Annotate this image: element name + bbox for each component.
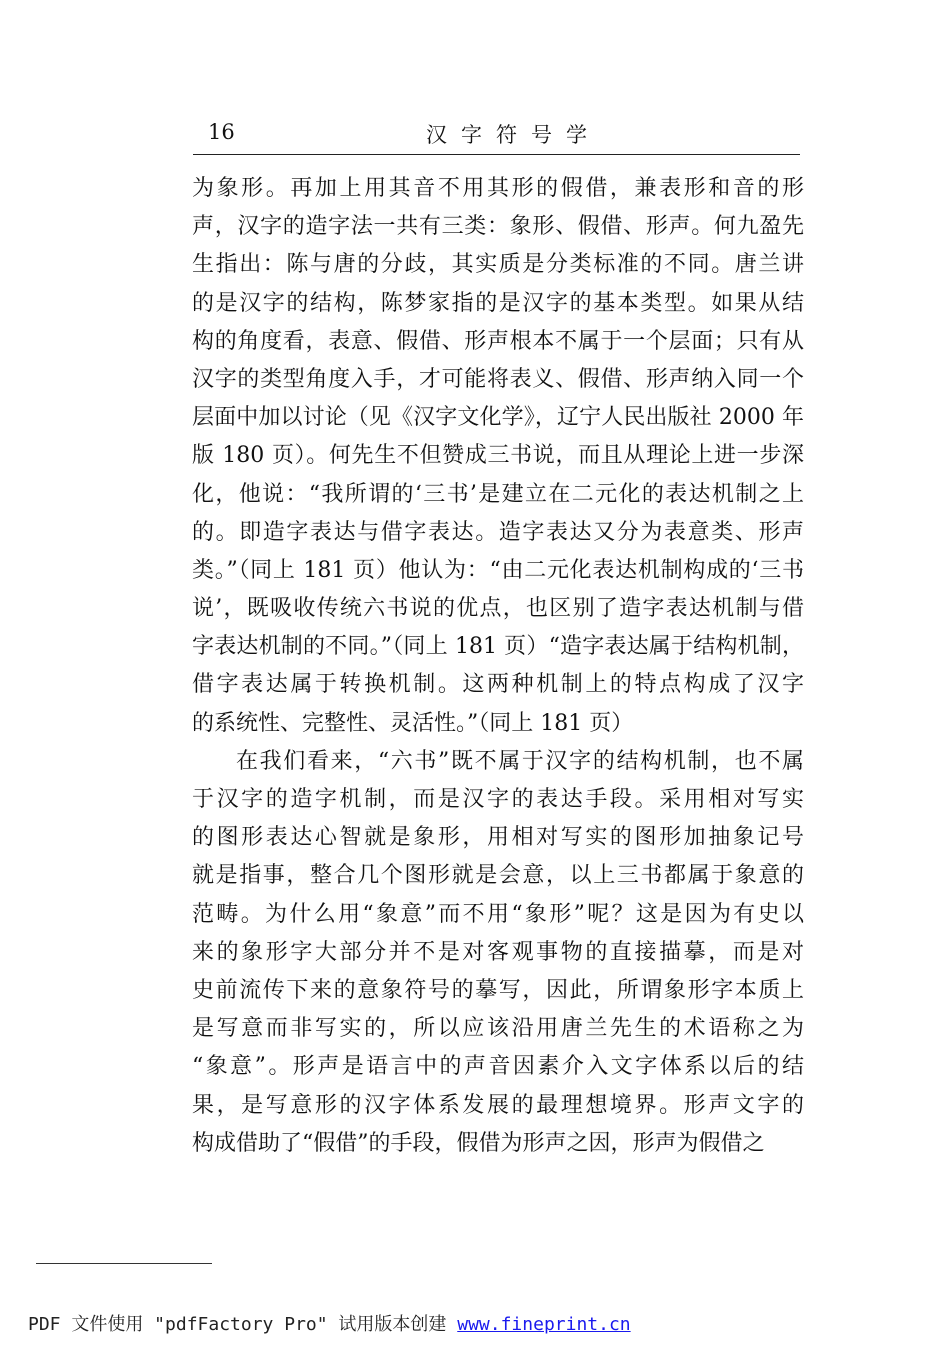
text-line: 就是指事，整合几个图形就是会意，以上三书都属于象意的: [192, 863, 804, 889]
text-line: 声，汉字的造字法一共有三类：象形、假借、形声。何九盈先: [192, 214, 804, 240]
footer-text: PDF 文件使用 "pdfFactory Pro" 试用版本创建: [28, 1314, 458, 1335]
text-line: 的。即造字表达与借字表达。造字表达又分为表意类、形声: [192, 519, 804, 545]
text-line: 的系统性、完整性、灵活性。”（同上 181 页）: [192, 710, 634, 736]
text-line: 于汉字的造字机制，而是汉字的表达手段。采用相对写实: [192, 787, 804, 812]
text-line: 版 180 页）。何先生不但赞成三书说，而且从理论上进一步深: [192, 443, 804, 469]
text-line: 化，他说：“我所谓的‘三书’是建立在二元化的表达机制之上: [192, 481, 804, 507]
text-line: 在我们看来，“六书”既不属于汉字的结构机制，也不属: [236, 748, 804, 774]
paragraph: [192, 743, 804, 1163]
text-line: 果，是写意形的汉字体系发展的最理想境界。形声文字的: [192, 1092, 804, 1118]
text-line: 是写意而非写实的，所以应该沿用唐兰先生的术语称之为: [192, 1016, 804, 1042]
text-line: 类。”（同上 181 页）他认为：“由二元化表达机制构成的‘三书: [192, 557, 804, 583]
text-line: 的是汉字的结构，陈梦家指的是汉字的基本类型。如果从结: [192, 290, 804, 316]
text-line: 说’，既吸收传统六书说的优点，也区别了造字表达机制与借: [192, 596, 804, 622]
footer-link[interactable]: www.fineprint.cn: [457, 1314, 631, 1335]
text-line: 汉字的类型角度入手，才可能将表义、假借、形声纳入同一个: [192, 366, 804, 392]
text-line: 范畴。为什么用“象意”而不用“象形”呢？这是因为有史以: [192, 901, 804, 927]
text-line: “象意”。形声是语言中的声音因素介入文字体系以后的结: [192, 1054, 804, 1080]
footnote-rule: [36, 1263, 212, 1264]
paragraph: [192, 170, 804, 743]
text-line: 史前流传下来的意象符号的摹写，因此，所谓象形字本质上: [192, 977, 804, 1003]
pdf-footer: [28, 1310, 631, 1336]
text-line: 构的角度看，表意、假借、形声根本不属于一个层面；只有从: [192, 328, 804, 354]
text-line: 构成借助了“假借”的手段，假借为形声之因，形声为假借之: [192, 1130, 765, 1156]
text-line: 来的象形字大部分并不是对客观事物的直接描摹，而是对: [192, 939, 804, 965]
text-line: 生指出：陈与唐的分歧，其实质是分类标准的不同。唐兰讲: [192, 252, 804, 278]
text-line: 字表达机制的不同。”（同上 181 页）“造字表达属于结构机制，: [192, 634, 804, 660]
running-title: 汉字符号学: [426, 123, 601, 147]
text-line: 层面中加以讨论（见《汉字文化学》，辽宁人民出版社 2000 年: [192, 405, 804, 431]
body-text: [192, 170, 804, 1163]
text-line: 借字表达属于转换机制。这两种机制上的特点构成了汉字: [192, 672, 804, 698]
text-line: 为象形。再加上用其音不用其形的假借，兼表形和音的形: [192, 176, 804, 201]
header-rule: [193, 154, 800, 155]
page-number: 16: [208, 120, 235, 144]
text-line: 的图形表达心智就是象形，用相对写实的图形加抽象记号: [192, 825, 804, 851]
